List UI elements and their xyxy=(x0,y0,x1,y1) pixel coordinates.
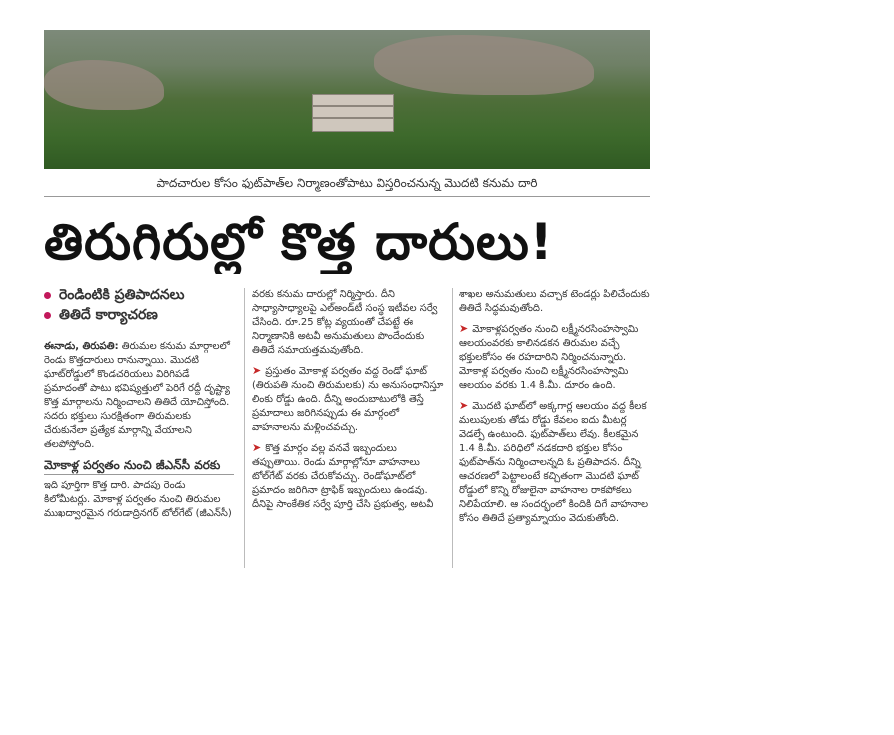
column-3 xyxy=(459,288,651,573)
paragraph: ➤ మొదటి ఘాట్‌లో అక్కగార్ల ఆలయం వద్ద కీలక మలుపులకు తోడు రోడ్డు కేవలం ఐదు మీటర్ల వెడల్పే ఉంటుంది. ఫుట్‌పాత్‌లు లేవు. కీలకమైన 1.4 కి.మీ. పరిధిలో నడకదారి భక్తుల కోసం ఫుట్‌పాత్‌ను నిర్మించాలన్నది ఓ ప్రతిపాదన. దీన్ని ఆచరణలో పెట్టాలంటే కచ్చితంగా మొదటి ఘాట్ రోడ్డులో కొన్ని రోజులైనా వాహనాల రాకపోకలు నిలిపేయాలి. ఆ సందర్భంలో కిందికి దిగే వాహనాల కోసం తితిదే ప్రత్యామ్నాయం వెదుకుతోంది. xyxy=(459,399,649,524)
bullet-dot-icon xyxy=(44,312,51,319)
bullet-2: తితిదే కార్యాచరణ xyxy=(44,308,234,322)
paragraph: ➤ ప్రస్తుతం మోకాళ్ల పర్వతం వద్ద రెండో ఘాట్ (తిరుపతి నుంచి తిరుమలకు) ను అనుసంధానిస్తూ లింకు రోడ్డు ఉంది. దీన్ని అందుబాటులోకి తెస్తే ప్రమాదాలు జరిగినప్పుడు ఈ మార్గంలో వాహనాలను మళ్లించవచ్చు. xyxy=(252,364,444,433)
column-1 xyxy=(44,288,234,573)
paragraph: ➤ మోకాళ్లపర్వతం నుంచి లక్ష్మీనరసింహస్వామి ఆలయంవరకు కాలినడకన తిరుమల వచ్చే భక్తులకోసం ఈ రహదారిని నిర్మించనున్నారు. మోకాళ్ల పర్వతం నుంచి లక్ష్మీనరసింహస్వామి ఆలయం వరకు 1.4 కి.మీ. దూరం ఉంది. xyxy=(459,322,639,391)
arrow-icon: ➤ xyxy=(459,399,469,412)
rock-face xyxy=(44,60,164,110)
rock-face xyxy=(374,35,594,95)
paragraph: ఇది పూర్తిగా కొత్త దారి. పాదపు రెండు కిలోమీటర్లు. మోకాళ్ల పర్వతం నుంచి తిరుమల ముఖద్వారమైన గరుడాద్రినగర్ టోల్‌గేట్ (జీఎన్‌సీ) xyxy=(44,480,232,519)
photo-caption: పాదచారుల కోసం ఫుట్‌పాత్‌ల నిర్మాణంతోపాటు విస్తరించనున్న మొదటి కనుమ దారి xyxy=(156,176,538,190)
arrow-icon: ➤ xyxy=(252,364,262,377)
column-divider xyxy=(452,288,453,568)
bullet-1: రెండింటికి ప్రతిపాదనలు xyxy=(44,288,234,302)
caption-rule xyxy=(44,196,650,197)
building xyxy=(312,94,394,132)
paragraph: ఈనాడు, తిరుపతి: తిరుమల కనుమ మార్గాలలో రెండు కొత్తదారులు రానున్నాయి. మొదటి ఘాట్‌రోడ్డులో కొండచరియలు విరిగిపడే ప్రమాదంతో పాటు భవిష్యత్తులో పెరిగే రద్దీ దృష్ట్యా కొత్త మార్గాలను నిర్మించాలని తితిదే యోచిస్తోంది. సదరు భక్తులు సురక్షితంగా తిరుమలకు చేరుకునేలా ప్రత్యేక మార్గాన్ని వేయాలని తలపోస్తోంది. xyxy=(44,341,230,450)
paragraph: ➤ కొత్త మార్గం వల్ల వనవే ఇబ్బందులు తప్పుతాయి. రెండు మార్గాల్లోనూ వాహనాలు టోల్‌గేట్ వరకు చేరుకోవచ్చు. రెండోఘాట్‌లో ప్రమాదం జరిగినా ట్రాఫిక్ ఇబ్బందులు ఉండవు. దీనిపై సాంకేతిక సర్వే పూర్తి చేసి ప్రభుత్వ, అటవీ xyxy=(252,441,434,510)
bullet-dot-icon xyxy=(44,292,51,299)
paragraph: శాఖల అనుమతులు వచ్చాక టెండర్లు పిలిచేందుకు తితిదే సిద్ధమవుతోంది. xyxy=(459,289,650,314)
hillside-photo xyxy=(44,30,650,169)
column-divider xyxy=(244,288,245,568)
dateline: ఈనాడు, తిరుపతి: xyxy=(44,341,119,352)
headline: తిరుగిరుల్లో కొత్త దారులు! xyxy=(44,213,554,271)
arrow-icon: ➤ xyxy=(459,322,469,335)
arrow-icon: ➤ xyxy=(252,441,262,454)
paragraph: వరకు కనుమ దారుల్లో నిర్మిస్తారు. దీని సాధ్యాసాధ్యాలపై ఎల్‌అండ్‌టీ సంస్థ ఇటీవల సర్వే చేసింది. రూ.25 కోట్ల వ్యయంతో చేపట్టే ఈ నిర్మాణానికి అటవీ అనుమతులు పొందేందుకు తితిదే సమాయత్తమవుతోంది. xyxy=(252,289,438,356)
subheading: మోకాళ్ల పర్వతం నుంచి జీఎన్‌సీ వరకు xyxy=(44,458,234,475)
column-2 xyxy=(252,288,447,573)
